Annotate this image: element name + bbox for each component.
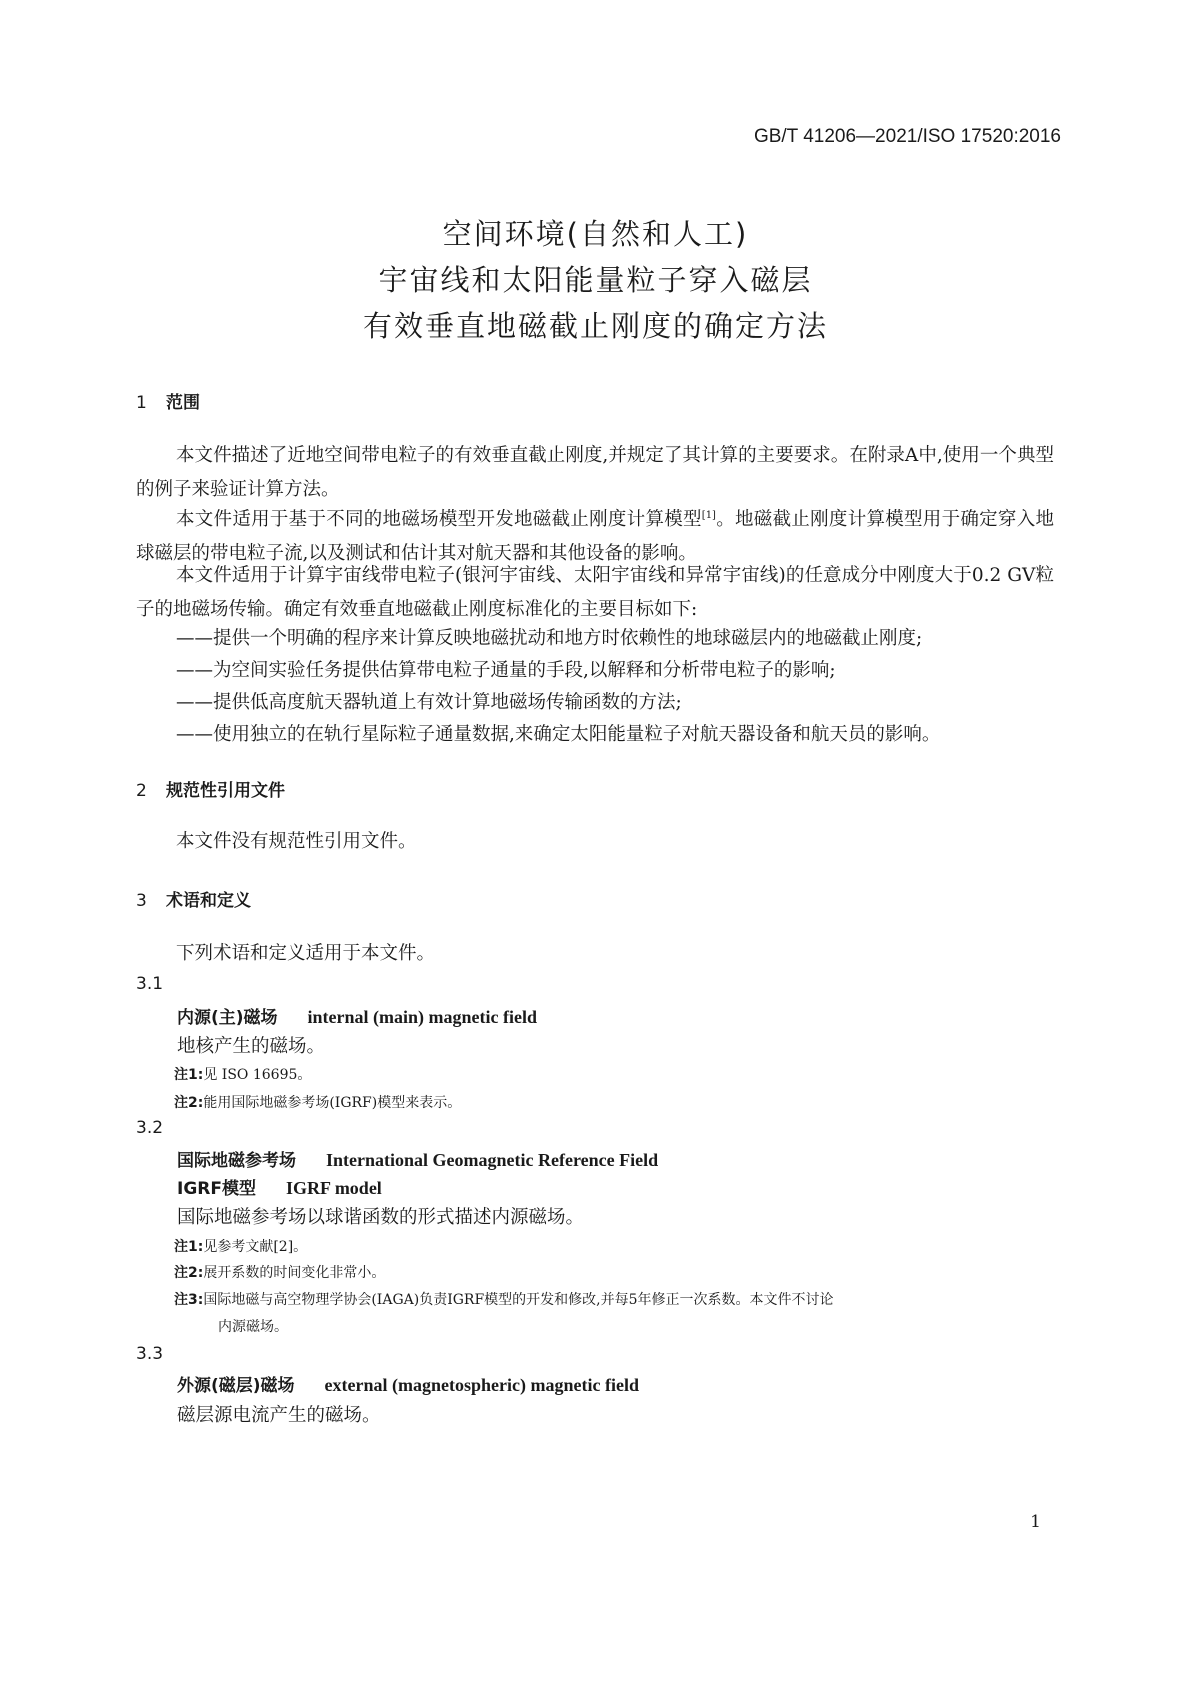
term-number: 3.1 <box>136 974 164 994</box>
scope-paragraph-2-text-cont: 。地磁截止刚度计算模型用于确定穿入地球磁层的带电粒子流,以及测试和估计其对航天器和其他设备的影响。 <box>136 509 1054 565</box>
note-text: 国际地磁与高空物理学协会(IAGA)负责IGRF模型的开发和修改,并每5年修正一次系数。本文件不讨论 <box>203 1292 834 1308</box>
note-text: 展开系数的时间变化非常小。 <box>203 1265 386 1281</box>
scope-paragraph-1: 本文件描述了近地空间带电粒子的有效垂直截止刚度,并规定了其计算的主要要求。在附录A中,使用一个典型的例子来验证计算方法。 <box>136 445 1054 500</box>
section-heading-terms <box>136 886 251 911</box>
term-note <box>174 1064 311 1084</box>
note-label: 注1: <box>174 1067 204 1083</box>
section-number: 2 <box>136 781 147 801</box>
scope-paragraph-3: 本文件适用于计算宇宙线带电粒子(银河宇宙线、太阳宇宙线和异常宇宙线)的任意成分中刚度大于0.2 GV粒子的地磁场传输。确定有效垂直地磁截止刚度标准化的主要目标如下: <box>136 565 1054 620</box>
term-en: International Geomagnetic Reference Field <box>326 1150 659 1170</box>
list-item: ——使用独立的在轨行星际粒子通量数据,来确定太阳能量粒子对航天器设备和航天员的影响。 <box>176 724 941 745</box>
term-note <box>174 1289 834 1309</box>
term-definition: 地核产生的磁场。 <box>177 1036 326 1057</box>
note-text: 能用国际地磁参考场(IGRF)模型来表示。 <box>203 1095 462 1111</box>
standard-number: GB/T 41206—2021/ISO 17520:2016 <box>753 126 1061 147</box>
term-note-continuation: 内源磁场。 <box>218 1319 288 1335</box>
term-definition: 国际地磁参考场以球谐函数的形式描述内源磁场。 <box>177 1207 585 1228</box>
section-title: 范围 <box>166 393 200 413</box>
normative-paragraph: 本文件没有规范性引用文件。 <box>176 831 417 852</box>
section-number: 3 <box>136 891 147 911</box>
term-zh: 国际地磁参考场 <box>177 1151 296 1171</box>
reference-marker: [1] <box>701 510 716 521</box>
section-heading-scope <box>136 388 200 413</box>
section-number: 1 <box>136 393 147 413</box>
document-title-line2: 宇宙线和太阳能量粒子穿入磁层 <box>378 263 813 297</box>
term-entry <box>177 1371 639 1396</box>
term-note <box>174 1262 385 1282</box>
term-note <box>174 1092 461 1112</box>
term-entry <box>177 1146 658 1171</box>
document-title-line1: 空间环境(自然和人工) <box>442 217 749 251</box>
term-en: internal (main) magnetic field <box>307 1007 538 1027</box>
document-title-line3: 有效垂直地磁截止刚度的确定方法 <box>362 309 828 343</box>
term-number: 3.3 <box>136 1344 164 1364</box>
term-definition: 磁层源电流产生的磁场。 <box>177 1405 381 1426</box>
term-zh: IGRF模型 <box>177 1179 256 1199</box>
term-entry <box>177 1003 537 1028</box>
term-note <box>174 1236 307 1256</box>
note-label: 注3: <box>174 1292 204 1308</box>
section-title: 术语和定义 <box>166 891 251 911</box>
term-entry-abbreviation <box>177 1174 382 1199</box>
terms-intro: 下列术语和定义适用于本文件。 <box>176 943 436 964</box>
term-zh: 外源(磁层)磁场 <box>177 1376 295 1396</box>
term-en: IGRF model <box>285 1178 382 1198</box>
list-item: ——提供低高度航天器轨道上有效计算地磁场传输函数的方法; <box>176 692 682 713</box>
note-label: 注2: <box>174 1265 204 1281</box>
note-text: 见 ISO 16695。 <box>203 1067 312 1083</box>
page-number: 1 <box>1030 1512 1041 1532</box>
note-label: 注2: <box>174 1095 204 1111</box>
list-item: ——为空间实验任务提供估算带电粒子通量的手段,以解释和分析带电粒子的影响; <box>176 660 836 681</box>
note-text: 见参考文献[2]。 <box>203 1239 308 1255</box>
section-heading-normative <box>136 776 285 801</box>
term-number: 3.2 <box>136 1118 164 1138</box>
list-item: ——提供一个明确的程序来计算反映地磁扰动和地方时依赖性的地球磁层内的地磁截止刚度; <box>176 628 923 649</box>
note-label: 注1: <box>174 1239 204 1255</box>
term-zh: 内源(主)磁场 <box>177 1008 278 1028</box>
scope-paragraph-2-text: 本文件适用于基于不同的地磁场模型开发地磁截止刚度计算模型 <box>176 509 702 531</box>
section-title: 规范性引用文件 <box>166 781 285 801</box>
term-en: external (magnetospheric) magnetic field <box>324 1375 639 1395</box>
